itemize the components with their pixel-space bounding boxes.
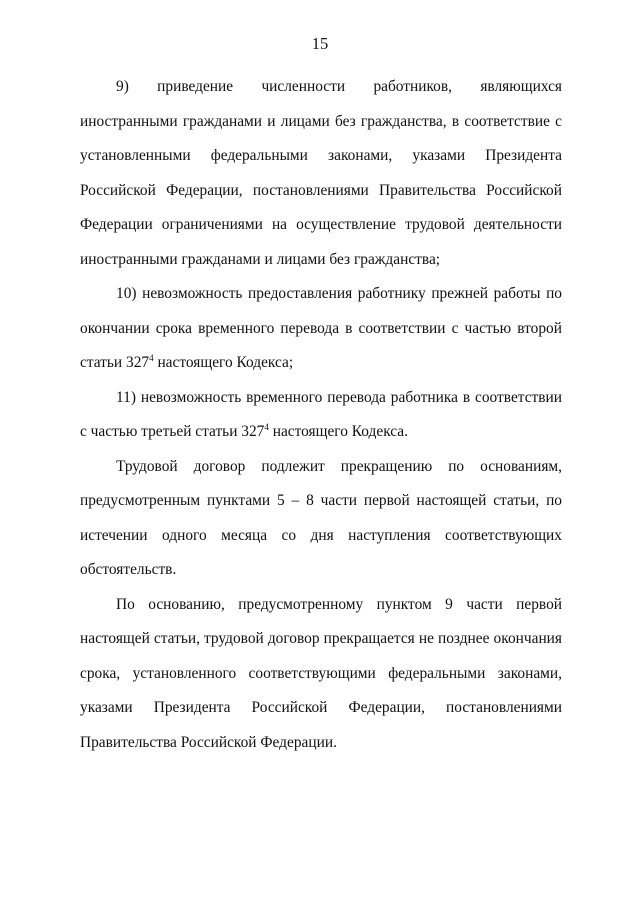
paragraph-item-9: 9) приведение численности работников, являющихся иностранными гражданами и лицами без гражданства, в соответствие с установленными федеральными законами, указами Президента Российской Федерации, постановлениями Правительства Российской Федерации ограничениями на осуществление трудовой деятельности иностранными гражданами и лицами без гражданства; <box>80 78 562 268</box>
paragraph-item-10-tail: настоящего Кодекса; <box>153 354 294 371</box>
paragraph-termination-month: Трудовой договор подлежит прекращению по основаниям, предусмотренным пунктами 5 – 8 части первой настоящей статьи, по истечении одного месяца со дня наступления соответствующих обстоятельств. <box>80 457 562 578</box>
paragraph-item-10-text: 10) невозможность предоставления работнику прежней работы по окончании срока временного перевода в соответствии с частью второй статьи 327 <box>80 285 562 371</box>
article-superscript: 4 <box>264 421 269 432</box>
paragraph-item-10 <box>80 277 562 381</box>
paragraph-item-11 <box>80 381 562 450</box>
paragraph-item-11-text: 11) невозможность временного перевода работника в соответствии с частью третьей статьи 327 <box>80 388 562 440</box>
article-superscript: 4 <box>149 352 154 363</box>
paragraph-item-11-tail: настоящего Кодекса. <box>268 423 408 440</box>
page-number: 15 <box>311 34 329 53</box>
paragraph-termination-item-9: По основанию, предусмотренному пунктом 9 части первой настоящей статьи, трудовой договор прекращается не позднее окончания срока, установленного соответствующими федеральными законами, указами Президента Российской Федерации, постановлениями Правительства Российской Федерации. <box>80 595 562 751</box>
document-body <box>80 70 562 760</box>
